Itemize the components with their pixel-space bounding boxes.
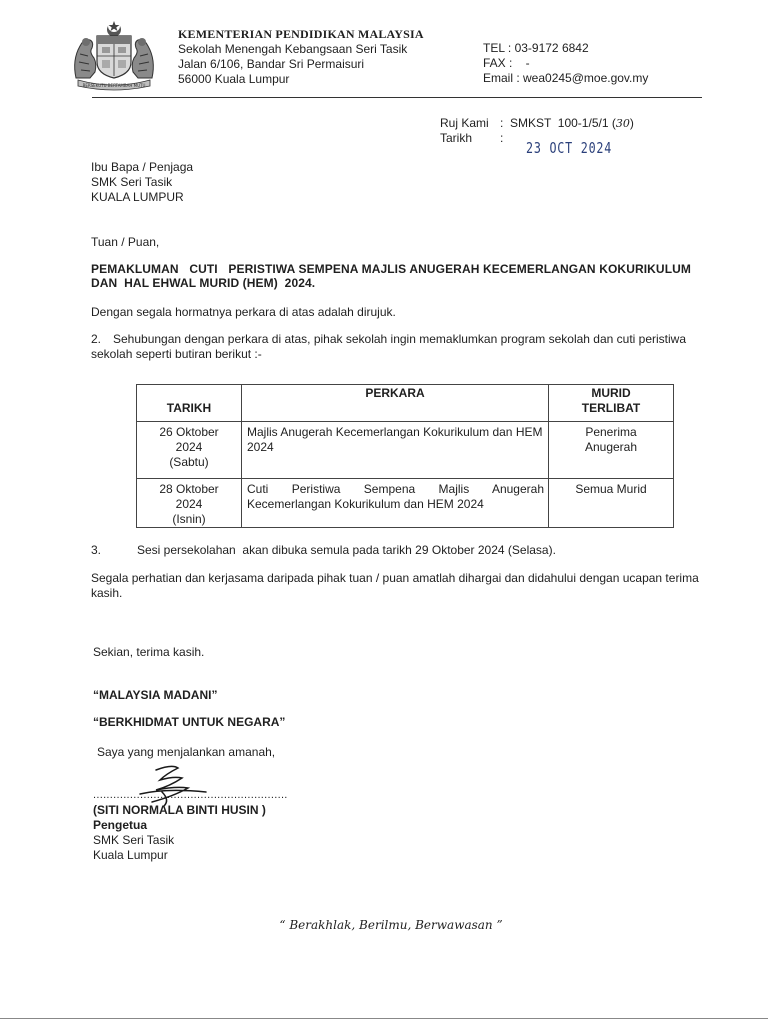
- letterhead-divider: [92, 97, 702, 98]
- trust-line: Saya yang menjalankan amanah,: [97, 745, 276, 759]
- paragraph-4: Segala perhatian dan kerjasama daripada pihak tuan / puan amatlah dihargai dan didahului dengan ucapan terima kasih.: [91, 571, 699, 600]
- email: Email : wea0245@moe.gov.my: [483, 71, 649, 85]
- header-tarikh: TARIKH: [137, 385, 242, 422]
- signatory-name: (SITI NORMALA BINTI HUSIN ): [93, 803, 266, 817]
- school-name: Sekolah Menengah Kebangsaan Seri Tasik: [178, 42, 408, 56]
- svg-text:BERSEKUTU BERTAMBAH MUTU: BERSEKUTU BERTAMBAH MUTU: [82, 83, 146, 88]
- row-date: 28 Oktober 2024 (Isnin): [137, 479, 242, 528]
- paragraph-1: Dengan segala hormatnya perkara di atas adalah dirujuk.: [91, 305, 396, 319]
- fax: FAX : -: [483, 56, 530, 70]
- paragraph-2: 2. Sehubungan dengan perkara di atas, pihak sekolah ingin memaklumkan program sekolah dan cuti peristiwa sekolah seperti butiran berikut :-: [91, 332, 687, 361]
- closing-line: Sekian, terima kasih.: [93, 645, 205, 659]
- motto-berkhidmat: “BERKHIDMAT UNTUK NEGARA”: [93, 715, 286, 729]
- row-date: 26 Oktober 2024 (Sabtu): [137, 422, 242, 479]
- header-murid-terlibat: MURID TERLIBAT: [549, 385, 674, 422]
- coat-of-arms-icon: [64, 20, 164, 92]
- signatory-city: Kuala Lumpur: [93, 848, 168, 862]
- letterhead: [178, 27, 424, 87]
- schedule-table: [136, 384, 674, 528]
- salutation: Tuan / Puan,: [91, 235, 160, 249]
- header-perkara: PERKARA: [242, 385, 549, 422]
- contact-info: [483, 41, 648, 86]
- signatory-title: Pengetua: [93, 818, 148, 832]
- recipient-address: Ibu Bapa / Penjaga SMK Seri Tasik KUALA LUMPUR: [91, 160, 194, 204]
- table-row: [137, 479, 674, 528]
- subject-heading: PEMAKLUMAN CUTI PERISTIWA SEMPENA MAJLIS ANUGERAH KECEMERLANGAN KOKURIKULUM DAN HAL EHWAL MURID (HEM) 2024.: [91, 262, 698, 290]
- motto-malaysia-madani: “MALAYSIA MADANI”: [93, 688, 218, 702]
- signature-icon: [126, 762, 216, 808]
- row-murid: Semua Murid: [549, 479, 674, 528]
- signatory-school: SMK Seri Tasik: [93, 833, 175, 847]
- ruj-value: SMKST 100-1/5/1 (: [510, 116, 616, 130]
- address-line-1: Jalan 6/106, Bandar Sri Permaisuri: [178, 57, 365, 71]
- tarikh-label: Tarikh: [440, 131, 473, 145]
- paragraph-3: 3. Sesi persekolahan akan dibuka semula pada tarikh 29 Oktober 2024 (Selasa).: [91, 543, 556, 557]
- ministry-name: KEMENTERIAN PENDIDIKAN MALAYSIA: [178, 27, 424, 41]
- ruj-handwritten-number: 30: [615, 117, 630, 130]
- row-perkara: Cuti Peristiwa Sempena Majlis Anugerah Kecemerlangan Kokurikulum dan HEM 2024: [242, 479, 549, 528]
- date-stamp: 23 OCT 2024: [526, 139, 613, 157]
- footer-motto: “ Berakhlak, Berilmu, Berwawasan ”: [279, 918, 503, 932]
- bottom-edge-line: [0, 1018, 768, 1019]
- ruj-label: Ruj Kami: [440, 116, 489, 130]
- table-row: [137, 422, 674, 479]
- reference-block: Ruj Kami : SMKST 100-1/5/1 (30) Tarikh :: [440, 116, 634, 145]
- row-murid: Penerima Anugerah: [549, 422, 674, 479]
- table-header-row: [137, 385, 674, 422]
- row-perkara: Majlis Anugerah Kecemerlangan Kokurikulum dan HEM 2024: [242, 422, 549, 479]
- address-line-2: 56000 Kuala Lumpur: [178, 72, 290, 86]
- tel: TEL : 03-9172 6842: [483, 41, 589, 55]
- signature-line: ..........................................................: [93, 789, 288, 801]
